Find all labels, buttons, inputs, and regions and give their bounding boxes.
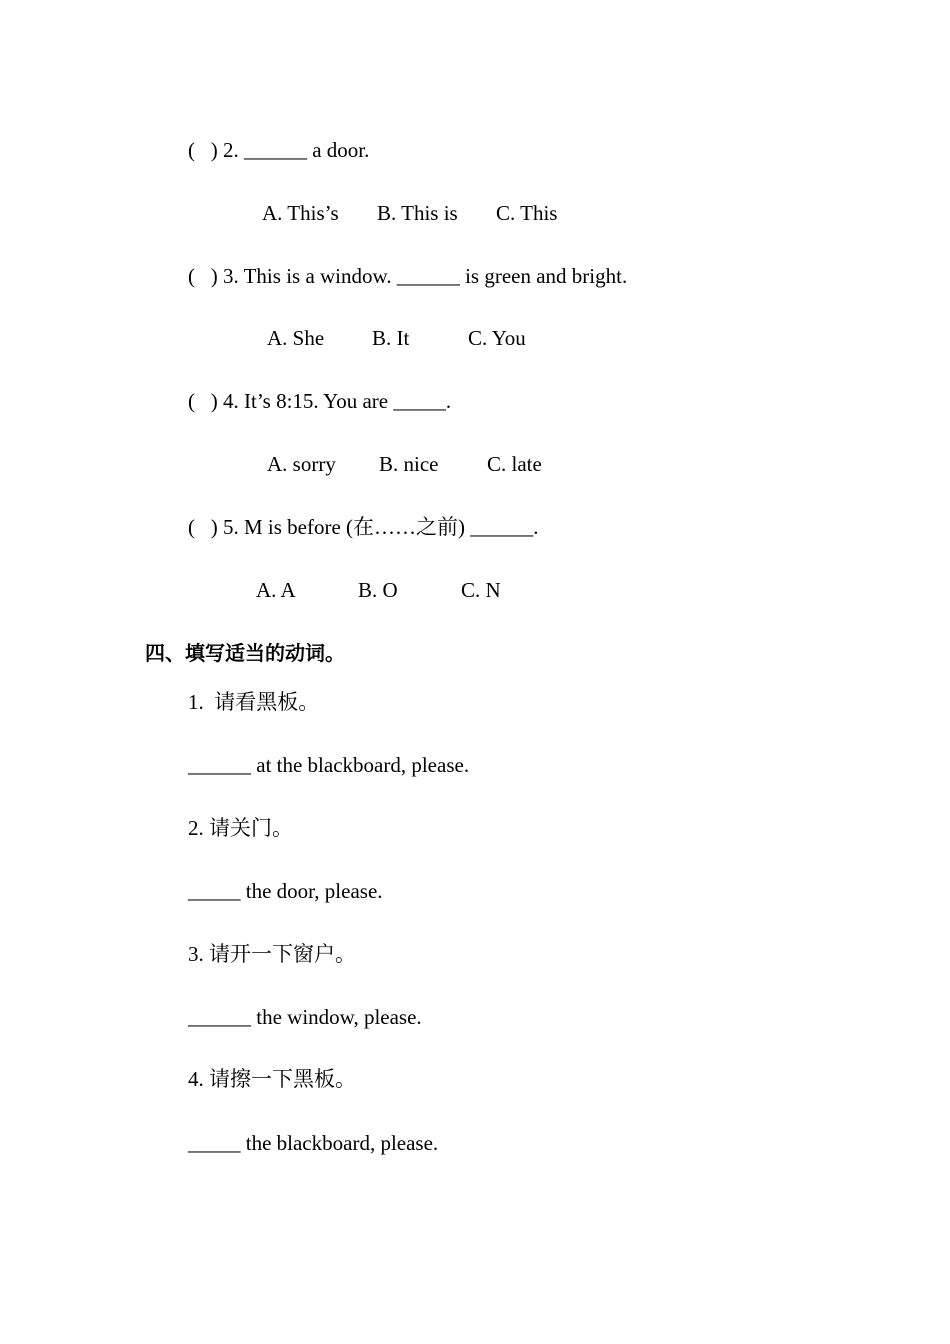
question-5-option-c: C. N xyxy=(461,578,501,602)
question-4-option-b: B. nice xyxy=(379,452,439,476)
fill-item-2-prompt: 2. 请关门。 xyxy=(188,816,293,840)
question-3-option-c: C. You xyxy=(468,326,526,350)
fill-item-1-answer: ______ at the blackboard, please. xyxy=(188,753,470,777)
question-5-stem: ( ) 5. M is before (在……之前) ______. xyxy=(188,515,539,539)
fill-item-1-prompt: 1. 请看黑板。 xyxy=(188,690,320,714)
question-5-option-b: B. O xyxy=(358,578,398,602)
fill-item-4-answer: _____ the blackboard, please. xyxy=(188,1131,439,1155)
question-4-option-a: A. sorry xyxy=(267,452,336,476)
question-3-option-b: B. It xyxy=(372,326,410,350)
question-2-option-a: A. This’s xyxy=(262,201,339,225)
question-3-option-a: A. She xyxy=(267,326,325,350)
fill-item-3-answer: ______ the window, please. xyxy=(188,1005,422,1029)
question-4-option-c: C. late xyxy=(487,452,542,476)
question-3-stem: ( ) 3. This is a window. ______ is green and bright. xyxy=(188,264,628,288)
fill-item-2-answer: _____ the door, please. xyxy=(188,879,383,903)
question-5-option-a: A. A xyxy=(256,578,296,602)
question-2-option-c: C. This xyxy=(496,201,558,225)
question-4-stem: ( ) 4. It’s 8:15. You are _____. xyxy=(188,389,452,413)
question-2-option-b: B. This is xyxy=(377,201,458,225)
fill-item-3-prompt: 3. 请开一下窗户。 xyxy=(188,942,356,966)
fill-item-4-prompt: 4. 请擦一下黑板。 xyxy=(188,1067,356,1091)
section-4-heading: 四、填写适当的动词。 xyxy=(145,641,345,665)
question-2-stem: ( ) 2. ______ a door. xyxy=(188,138,370,162)
